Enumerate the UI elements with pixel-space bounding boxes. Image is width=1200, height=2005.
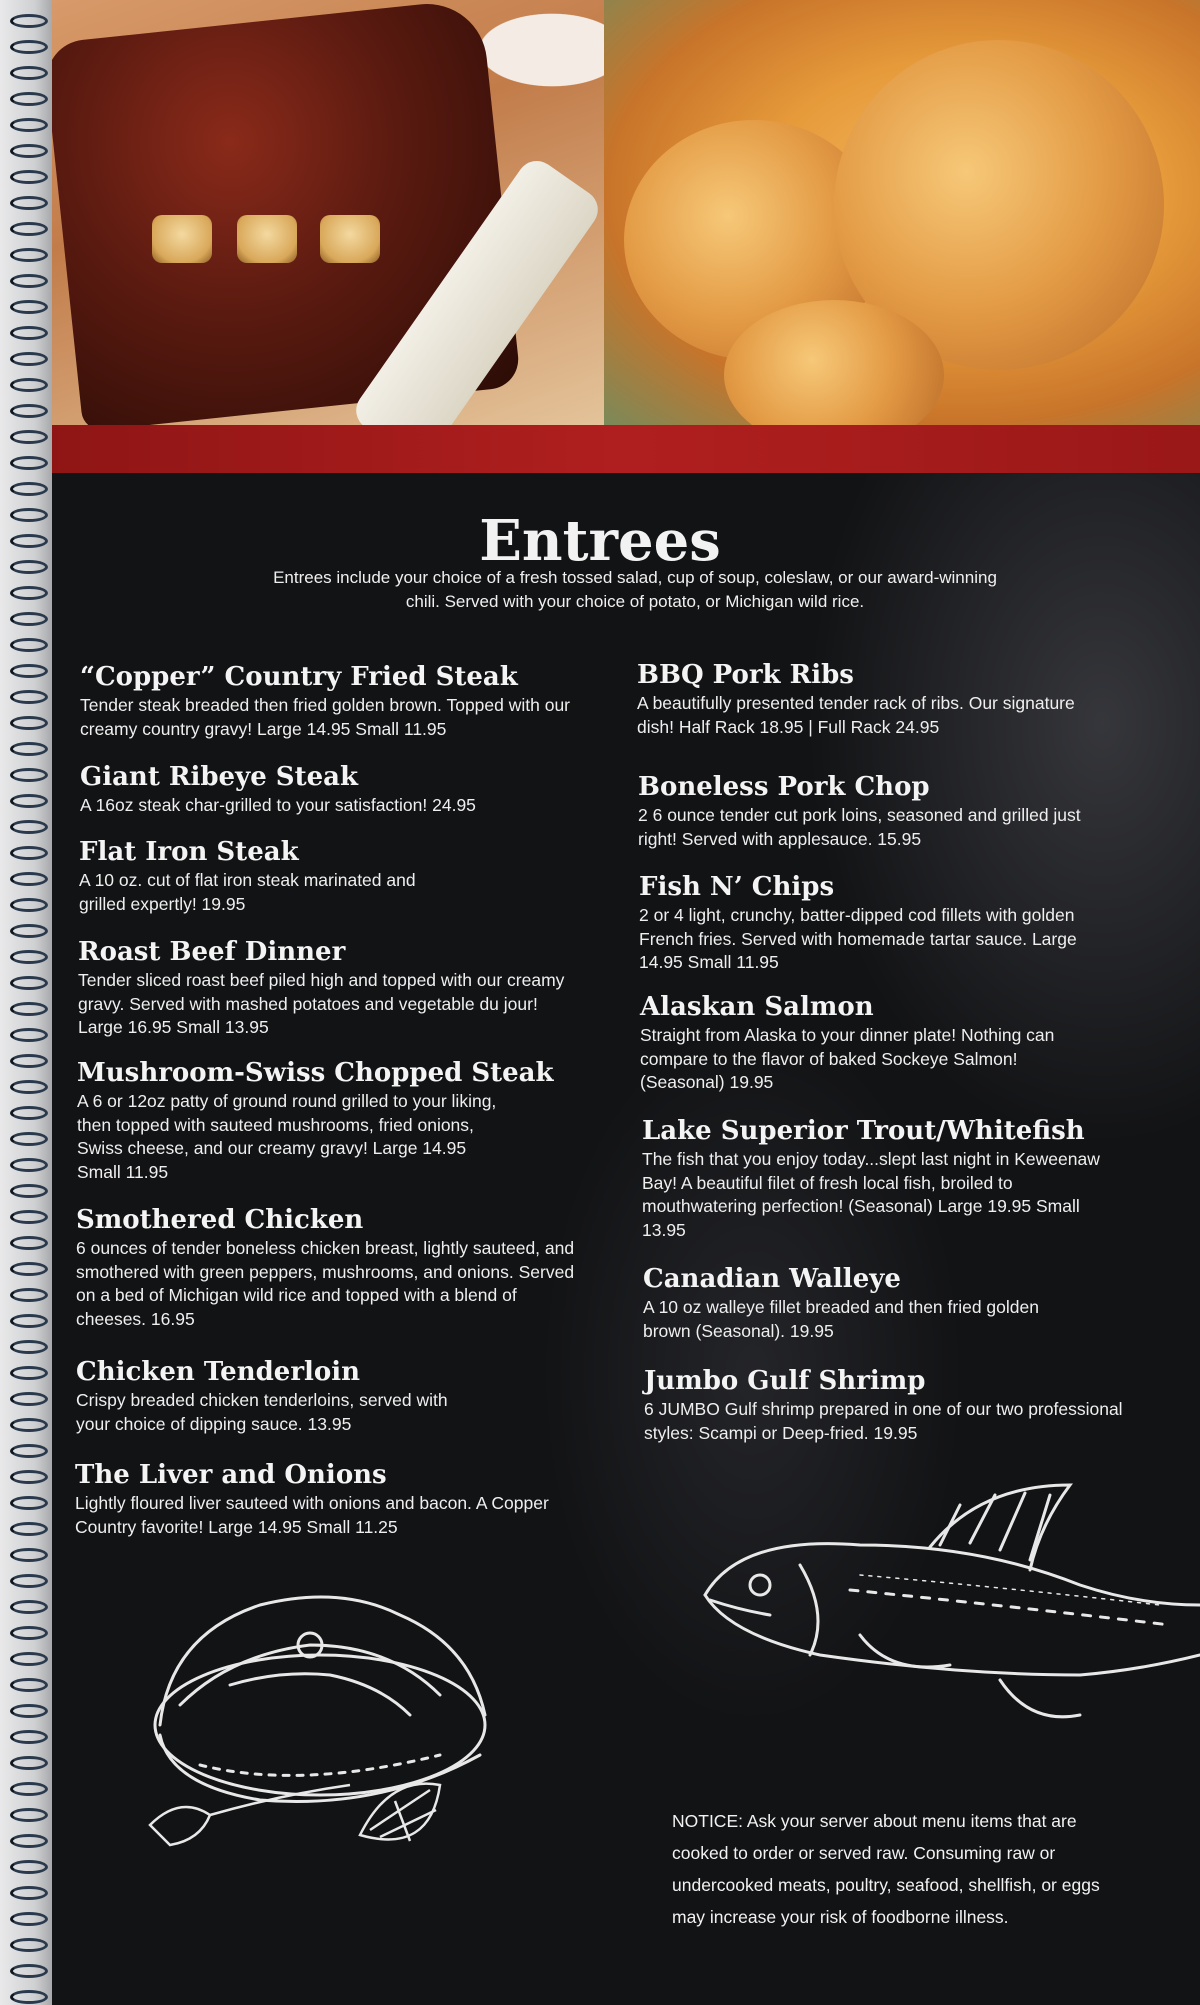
spiral-ring [10,1860,48,1874]
red-band [52,425,1200,473]
item-description: Tender sliced roast beef piled high and topped with our creamy gravy. Served with mashed potatoes and vegetable du jour! Large 16.95 Small 13.95 [78,970,565,1037]
spiral-ring [10,820,48,834]
item-description: A 10 oz walleye fillet breaded and then fried golden brown (Seasonal). 19.95 [643,1297,1039,1341]
item-description: A beautifully presented tender rack of ribs. Our signature dish! Half Rack 18.95 | Full Rack 24.95 [637,693,1075,737]
spiral-ring [10,664,48,678]
item-description: Straight from Alaska to your dinner plate! Nothing can compare to the flavor of baked Sockeye Salmon! (Seasonal) 19.95 [640,1025,1055,1092]
item-name: Fish N’ Chips [639,872,835,902]
menu-item [638,772,1098,851]
spiral-ring [10,378,48,392]
spiral-ring [10,898,48,912]
spiral-ring [10,924,48,938]
item-description: 6 JUMBO Gulf shrimp prepared in one of our two professional styles: Scampi or Deep-fried. 19.95 [644,1399,1123,1443]
spiral-ring [10,1834,48,1848]
menu-item [76,1205,576,1331]
item-description: 6 ounces of tender boneless chicken breast, lightly sauteed, and smothered with green peppers, mushrooms, and onions. Served on a bed of Michigan wild rice and topped with a blend of cheeses. 16.95 [76,1238,575,1329]
menu-item [76,1357,476,1436]
spiral-ring [10,742,48,756]
spiral-ring [10,248,48,262]
menu-item [637,660,1097,739]
spiral-ring [10,586,48,600]
menu-item [644,1366,1124,1445]
spiral-ring [10,1262,48,1276]
spiral-ring [10,976,48,990]
item-name: Lake Superior Trout/Whitefish [642,1116,1085,1146]
spiral-ring [10,690,48,704]
spiral-ring [10,274,48,288]
spiral-ring [10,872,48,886]
spiral-ring [10,352,48,366]
spiral-ring [10,1652,48,1666]
spiral-ring [10,1340,48,1354]
spiral-ring [10,1288,48,1302]
spiral-ring [10,1132,48,1146]
item-name: Flat Iron Steak [79,837,299,867]
menu-item [80,662,600,741]
spiral-ring [10,1210,48,1224]
spiral-ring [10,1938,48,1952]
spiral-ring [10,170,48,184]
menu-item [79,837,459,916]
fried-shrimp-photo [604,0,1200,425]
spiral-ring [10,1756,48,1770]
food-safety-notice: NOTICE: Ask your server about menu items that are cooked to order or served raw. Consuming raw or undercooked meats, poultry, seafood, shellfish, or eggs may increase your risk of foodborne illness. [672,1811,1100,1927]
spiral-ring [10,66,48,80]
spiral-ring [10,196,48,210]
spiral-ring [10,1964,48,1978]
menu-item [80,762,600,818]
spiral-ring [10,1626,48,1640]
spiral-ring [10,14,48,28]
item-description: 2 6 ounce tender cut pork loins, seasoned and grilled just right! Served with applesauce. 15.95 [638,805,1081,849]
spiral-ring [10,430,48,444]
menu-item [640,992,1060,1095]
spiral-ring [10,40,48,54]
spiral-ring [10,144,48,158]
spiral-ring [10,1912,48,1926]
spiral-ring [10,1418,48,1432]
menu-item [78,937,578,1040]
ribs-photo [52,0,604,425]
page-title: Entrees [479,508,721,574]
spiral-ring [10,1184,48,1198]
spiral-ring [10,1886,48,1900]
item-name: Giant Ribeye Steak [80,762,358,792]
item-name: Jumbo Gulf Shrimp [644,1366,926,1396]
item-description: A 6 or 12oz patty of ground round grilled to your liking, then topped with sauteed mushrooms, fried onions, Swiss cheese, and our creamy gravy! Large 14.95 Small 11.95 [77,1091,497,1182]
spiral-ring [10,300,48,314]
spiral-ring [10,482,48,496]
spiral-ring [10,1158,48,1172]
item-description: A 10 oz. cut of flat iron steak marinated and grilled expertly! 19.95 [79,870,416,914]
item-description: The fish that you enjoy today...slept last night in Keweenaw Bay! A beautiful filet of fresh local fish, broiled to mouthwatering perfection! (Seasonal) Large 19.95 Small 13.95 [642,1149,1100,1240]
spiral-ring [10,1574,48,1588]
spiral-ring [10,1106,48,1120]
spiral-ring [10,1314,48,1328]
spiral-ring [10,1028,48,1042]
entrees-intro: Entrees include your choice of a fresh tossed salad, cup of soup, coleslaw, or our award-winning chili. Served with your choice of potato, or Michigan wild rice. [273,568,997,611]
spiral-ring [10,846,48,860]
spiral-ring [10,1236,48,1250]
spiral-ring [10,1496,48,1510]
spiral-ring [10,1470,48,1484]
fish-illustration [700,1475,1200,1795]
item-name: Canadian Walleye [643,1264,901,1294]
spiral-ring [10,222,48,236]
spiral-ring [10,1782,48,1796]
spiral-ring [10,404,48,418]
item-name: Boneless Pork Chop [638,772,930,802]
item-description: Tender steak breaded then fried golden brown. Topped with our creamy country gravy! Large 14.95 Small 11.95 [80,695,571,739]
spiral-ring [10,1808,48,1822]
item-name: Mushroom-Swiss Chopped Steak [77,1058,554,1088]
spiral-ring [10,794,48,808]
spiral-ring [10,1730,48,1744]
spiral-ring [10,716,48,730]
item-name: BBQ Pork Ribs [637,660,854,690]
spiral-ring [10,1678,48,1692]
item-name: Chicken Tenderloin [76,1357,361,1387]
spiral-ring [10,1054,48,1068]
menu-item [77,1058,554,1184]
menu-item [639,872,1099,975]
item-name: Alaskan Salmon [640,992,874,1022]
spiral-ring [10,456,48,470]
salmon-steak-illustration [140,1575,540,1875]
spiral-ring [10,1990,48,2004]
spiral-ring [10,950,48,964]
spiral-ring [10,1444,48,1458]
spiral-ring [10,1080,48,1094]
item-name: Smothered Chicken [76,1205,364,1235]
spiral-ring [10,326,48,340]
item-description: Lightly floured liver sauteed with onions and bacon. A Copper Country favorite! Large 14.95 Small 11.25 [75,1493,549,1537]
menu-item [75,1460,555,1539]
item-name: The Liver and Onions [75,1460,387,1490]
spiral-ring [10,638,48,652]
item-description: Crispy breaded chicken tenderloins, served with your choice of dipping sauce. 13.95 [76,1390,448,1434]
item-name: Roast Beef Dinner [78,937,346,967]
spiral-ring [10,118,48,132]
menu-item [643,1264,1043,1343]
spiral-ring [10,768,48,782]
spiral-ring [10,612,48,626]
item-name: “Copper” Country Fried Steak [80,662,518,692]
spiral-ring [10,1704,48,1718]
spiral-ring [10,1522,48,1536]
spiral-ring [10,1548,48,1562]
spiral-ring [10,1392,48,1406]
spiral-ring [10,92,48,106]
spiral-ring [10,1366,48,1380]
spiral-ring [10,1600,48,1614]
spiral-binding [0,0,58,2005]
spiral-ring [10,1002,48,1016]
item-description: A 16oz steak char-grilled to your satisfaction! 24.95 [80,795,476,815]
item-description: 2 or 4 light, crunchy, batter-dipped cod fillets with golden French fries. Served with homemade tartar sauce. Large 14.95 Small 11.95 [639,905,1077,972]
menu-item [642,1116,1102,1242]
